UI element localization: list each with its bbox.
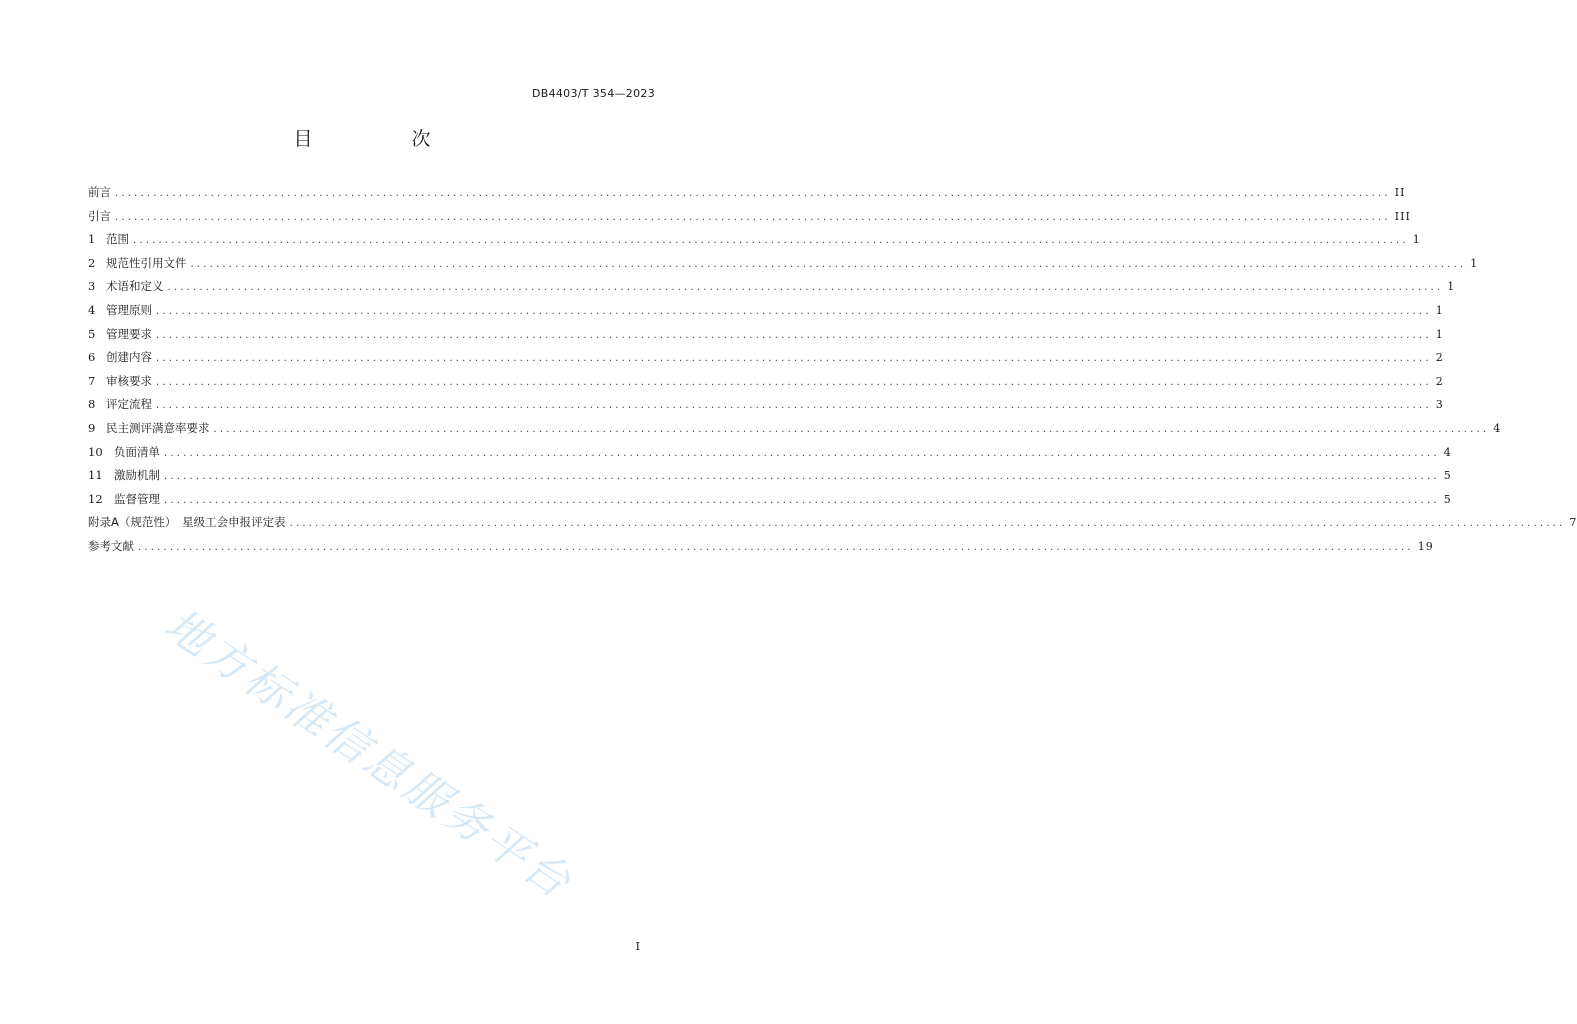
watermark [154, 590, 588, 911]
toc-entry-page: 1 [1435, 327, 1444, 341]
toc-leader-dots: ........................................................................................................................................................................................................ [115, 188, 1391, 199]
toc-entry-page: 4 [1443, 445, 1452, 459]
toc-entry-label: 评定流程 [106, 397, 152, 412]
toc-leader-dots: ........................................................................................................................................................................................................ [133, 235, 1409, 247]
toc-entry[interactable] [88, 255, 1479, 279]
toc-entry-label: 管理要求 [106, 326, 152, 341]
toc-entry[interactable] [88, 373, 1444, 397]
toc-entry-label: 参考文献 [88, 538, 134, 553]
toc-entry[interactable] [88, 491, 1452, 515]
toc-leader-dots: ........................................................................................................................................................................................................ [167, 282, 1444, 294]
toc-entry-label: 术语和定义 [106, 279, 164, 294]
toc-entry-label: 负面清单 [114, 444, 160, 459]
toc-entry-number: 12 [88, 491, 103, 506]
toc-entry-page: II [1394, 186, 1406, 199]
toc-entry[interactable] [88, 514, 1577, 538]
toc-entry-page: 2 [1435, 374, 1444, 388]
toc-leader-dots: ........................................................................................................................................................................................................ [156, 353, 1432, 365]
toc-entry-page: 1 [1435, 303, 1444, 317]
toc-entry-page: III [1394, 209, 1411, 223]
toc-entry-label: 附录A（规范性） 星级工会申报评定表 [88, 515, 286, 530]
toc-entry-label: 创建内容 [106, 350, 152, 365]
toc-entry[interactable] [88, 538, 1434, 562]
toc-entry[interactable] [88, 208, 1411, 232]
toc-leader-dots: ........................................................................................................................................................................................................ [156, 329, 1432, 341]
page-title: 目 次 [293, 128, 471, 150]
toc-leader-dots: ........................................................................................................................................................................................................ [164, 494, 1440, 506]
toc-leader-dots: ........................................................................................................................................................................................................ [138, 541, 1414, 553]
toc-entry-page: 1 [1412, 233, 1421, 247]
toc-leader-dots: ........................................................................................................................................................................................................ [156, 305, 1432, 317]
toc-entry-number: 11 [88, 468, 103, 483]
toc-leader-dots: ........................................................................................................................................................................................................ [115, 211, 1391, 223]
toc-entry[interactable] [88, 349, 1444, 373]
toc-entry-page: 4 [1493, 421, 1502, 435]
toc-entry-label: 规范性引用文件 [106, 255, 187, 270]
toc-entry-page: 1 [1447, 280, 1456, 294]
toc-entry[interactable] [88, 396, 1444, 420]
toc-entry-label: 管理原则 [106, 302, 152, 317]
toc-entry[interactable] [88, 420, 1502, 444]
toc-leader-dots: ........................................................................................................................................................................................................ [164, 447, 1440, 459]
toc-entry-page: 3 [1435, 398, 1444, 412]
toc-entry[interactable] [88, 444, 1452, 468]
toc-entry[interactable] [88, 231, 1421, 255]
table-of-contents [88, 184, 1577, 562]
watermark-text: 地方标准信息服务平台 [155, 599, 582, 910]
toc-entry-label: 审核要求 [106, 373, 152, 388]
toc-entry-label: 民主测评满意率要求 [106, 420, 210, 435]
toc-leader-dots: ........................................................................................................................................................................................................ [156, 376, 1432, 388]
toc-entry-page: 7 [1569, 516, 1577, 530]
toc-entry[interactable] [88, 278, 1456, 302]
toc-entry-label: 引言 [88, 208, 111, 223]
toc-entry-number: 8 [88, 397, 96, 412]
toc-leader-dots: ........................................................................................................................................................................................................ [164, 471, 1440, 483]
toc-entry-number: 3 [88, 279, 96, 294]
toc-entry-page: 1 [1470, 256, 1479, 270]
toc-leader-dots: ........................................................................................................................................................................................................ [213, 423, 1490, 435]
toc-entry-page: 5 [1443, 492, 1452, 506]
toc-entry-number: 4 [88, 302, 96, 317]
footer-page-number: I [635, 940, 640, 953]
toc-entry[interactable] [88, 326, 1444, 350]
toc-leader-dots: ........................................................................................................................................................................................................ [190, 258, 1467, 270]
toc-leader-dots: ........................................................................................................................................................................................................ [156, 400, 1432, 412]
toc-entry-page: 2 [1435, 351, 1444, 365]
toc-leader-dots: ........................................................................................................................................................................................................ [289, 518, 1566, 530]
toc-entry-label: 监督管理 [114, 491, 160, 506]
toc-entry-number: 1 [88, 232, 96, 247]
toc-entry-label: 范围 [106, 232, 129, 247]
toc-entry[interactable] [88, 302, 1444, 326]
toc-entry-number: 10 [88, 444, 103, 459]
toc-entry-number: 5 [88, 326, 96, 341]
toc-entry[interactable] [88, 467, 1452, 491]
toc-entry-label: 激励机制 [114, 468, 160, 483]
toc-entry-number: 9 [88, 420, 96, 435]
toc-entry-number: 6 [88, 350, 96, 365]
toc-entry-page: 5 [1443, 469, 1452, 483]
toc-entry-page: 19 [1417, 539, 1434, 553]
toc-entry-number: 7 [88, 373, 96, 388]
toc-entry-number: 2 [88, 255, 96, 270]
standard-code: DB4403/T 354—2023 [531, 87, 655, 100]
toc-entry[interactable] [88, 184, 1406, 208]
toc-entry-label: 前言 [88, 185, 111, 199]
